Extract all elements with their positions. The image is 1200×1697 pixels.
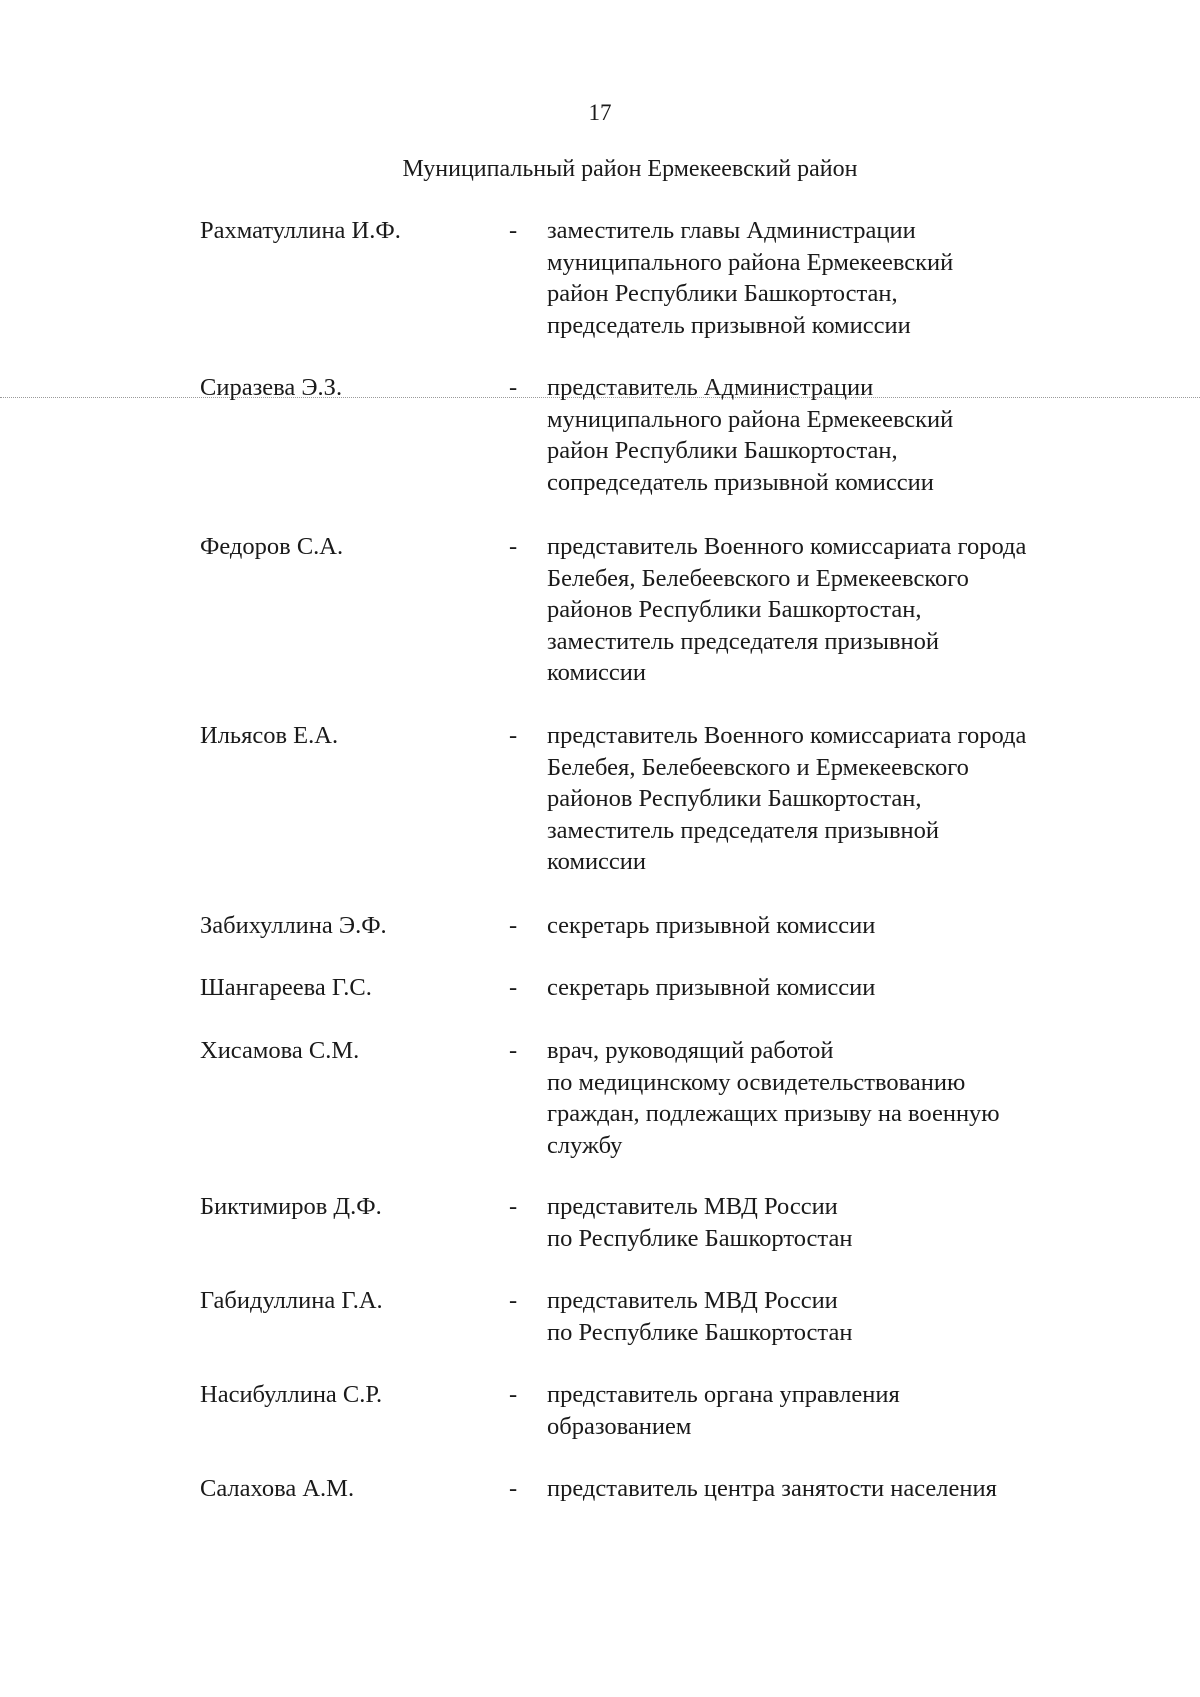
member-dash: - <box>509 533 518 560</box>
role-line: районов Республики Башкортостан, <box>547 596 922 623</box>
member-dash: - <box>509 217 518 244</box>
member-name: Сиразева Э.З. <box>200 374 343 401</box>
member-role <box>547 1379 1107 1442</box>
member-dash: - <box>509 722 518 749</box>
member-dash: - <box>509 374 518 401</box>
member-role <box>547 972 1107 1004</box>
member-role <box>547 1191 1107 1254</box>
page-number: 17 <box>588 100 612 125</box>
member-name: Габидуллина Г.А. <box>200 1287 383 1314</box>
role-line: представитель МВД России <box>547 1287 838 1314</box>
member-dash: - <box>509 1037 518 1064</box>
role-line: по Республике Башкортостан <box>547 1318 853 1346</box>
role-line: Белебея, Белебеевского и Ермекеевского <box>547 753 969 781</box>
member-dash: - <box>509 1381 518 1408</box>
role-line: район Республики Башкортостан, <box>547 437 898 464</box>
role-line: заместитель главы Администрации <box>547 217 916 244</box>
role-line: представитель Администрации <box>547 374 874 401</box>
role-line: район Республики Башкортостан, <box>547 280 898 307</box>
role-line: секретарь призывной комиссии <box>547 912 876 939</box>
member-role <box>547 372 1107 498</box>
member-role <box>547 1473 1107 1505</box>
role-line: районов Республики Башкортостан, <box>547 785 922 812</box>
member-dash: - <box>509 1475 518 1502</box>
role-line: муниципального района Ермекеевский <box>547 405 954 433</box>
role-line: муниципального района Ермекеевский <box>547 248 954 276</box>
member-role <box>547 910 1107 942</box>
member-dash: - <box>509 974 518 1001</box>
role-line: представитель органа управления <box>547 1381 900 1408</box>
role-line: Белебея, Белебеевского и Ермекеевского <box>547 564 969 592</box>
member-dash: - <box>509 1287 518 1314</box>
role-line: заместитель председателя призывной <box>547 627 939 655</box>
role-line: представитель Военного комиссариата города <box>547 722 1027 749</box>
role-line: образованием <box>547 1412 692 1440</box>
role-line: заместитель председателя призывной <box>547 816 939 844</box>
member-name: Шангареева Г.С. <box>200 974 372 1001</box>
role-line: комиссии <box>547 659 647 686</box>
member-name: Биктимиров Д.Ф. <box>200 1193 382 1220</box>
role-line: граждан, подлежащих призыву на военную <box>547 1100 1000 1127</box>
member-role <box>547 1285 1107 1348</box>
member-name: Забихуллина Э.Ф. <box>200 912 387 939</box>
member-role <box>547 215 1107 341</box>
role-line: секретарь призывной комиссии <box>547 974 876 1001</box>
member-role <box>547 1035 1107 1161</box>
member-name: Рахматуллина И.Ф. <box>200 217 401 244</box>
member-name: Насибуллина С.Р. <box>200 1381 383 1408</box>
role-line: по Республике Башкортостан <box>547 1224 853 1252</box>
member-dash: - <box>509 912 518 939</box>
role-line: председатель призывной комиссии <box>547 311 911 339</box>
member-name: Хисамова С.М. <box>200 1037 360 1064</box>
role-line: службу <box>547 1131 623 1159</box>
role-line: комиссии <box>547 848 647 875</box>
member-name: Ильясов Е.А. <box>200 722 339 749</box>
district-title: Муниципальный район Ермекеевский район <box>402 156 858 182</box>
member-name: Салахова А.М. <box>200 1475 355 1502</box>
role-line: сопредседатель призывной комиссии <box>547 468 934 496</box>
role-line: представитель Военного комиссариата города <box>547 533 1027 560</box>
member-dash: - <box>509 1193 518 1220</box>
role-line: по медицинскому освидетельствованию <box>547 1068 966 1096</box>
role-line: представитель МВД России <box>547 1193 838 1220</box>
member-name: Федоров С.А. <box>200 533 344 560</box>
role-line: представитель центра занятости населения <box>547 1475 997 1502</box>
member-role <box>547 720 1107 878</box>
member-role <box>547 531 1107 689</box>
role-line: врач, руководящий работой <box>547 1037 834 1064</box>
